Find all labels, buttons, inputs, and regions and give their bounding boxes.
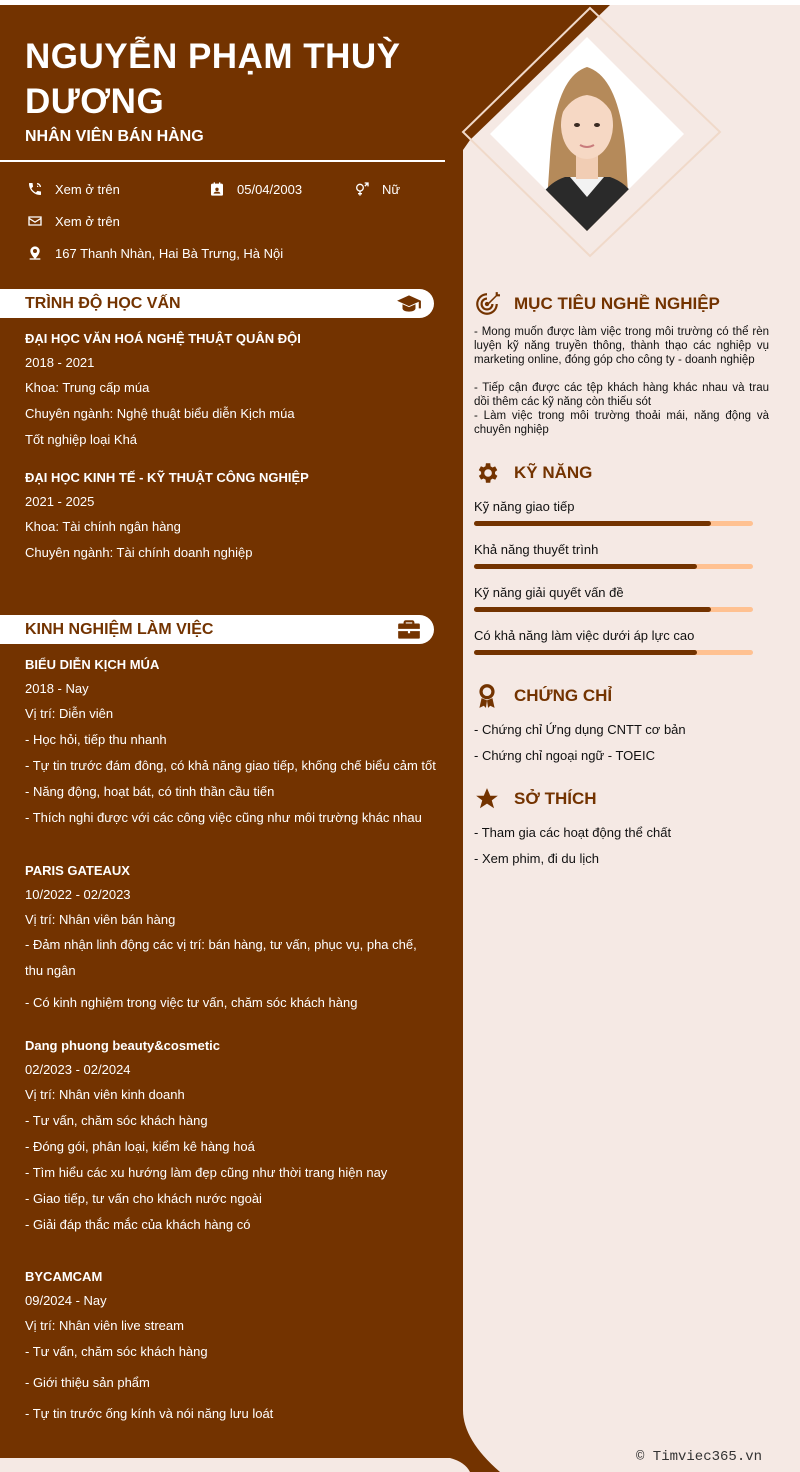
school-faculty: Khoa: Trung cấp múa (25, 380, 150, 395)
job-task: - Có kinh nghiệm trong việc tư vấn, chăm sóc khách hàng (25, 995, 358, 1010)
email-value: Xem ở trên (55, 213, 120, 229)
job-position: Vị trí: Diễn viên (25, 706, 114, 721)
contact-phone (25, 179, 120, 199)
skills-title: KỸ NĂNG (514, 463, 593, 482)
job-task: - Đóng gói, phân loại, kiểm kê hàng hoá (25, 1139, 255, 1154)
job-company: BYCAMCAM (25, 1269, 103, 1284)
graduation-cap-icon (396, 291, 422, 317)
skill-bar-fill (474, 650, 697, 655)
birthday-value: 05/04/2003 (237, 181, 303, 197)
phone-icon (25, 179, 45, 199)
experience-section-header (0, 615, 434, 644)
skill-bar-fill (474, 564, 697, 569)
skill-name: Kỹ năng giải quyết vấn đề (474, 585, 624, 600)
job-period: 10/2022 - 02/2023 (25, 887, 131, 902)
job-task: - Giao tiếp, tư vấn cho khách nước ngoài (25, 1191, 262, 1206)
job-company: PARIS GATEAUX (25, 863, 130, 878)
job-position: Vị trí: Nhân viên live stream (25, 1318, 184, 1333)
school-name: ĐẠI HỌC VĂN HOÁ NGHỆ THUẬT QUÂN ĐỘI (25, 331, 301, 346)
calendar-icon (207, 179, 227, 199)
skill-bar (474, 521, 753, 526)
job-period: 09/2024 - Nay (25, 1293, 107, 1308)
contact-gender (352, 179, 400, 199)
job-task: - Đảm nhận linh động các vị trí: bán hàng, tư vấn, phục vụ, pha chế, thu ngân (25, 937, 417, 978)
school-major: Chuyên ngành: Nghệ thuật biểu diễn Kịch múa (25, 406, 295, 421)
skill-name: Khả năng thuyết trình (474, 542, 599, 557)
gear-icon (474, 460, 500, 486)
job-task: - Thích nghi được với các công việc cũng như môi trường khác nhau (25, 810, 422, 825)
envelope-icon (25, 211, 45, 231)
job-task: - Học hỏi, tiếp thu nhanh (25, 732, 167, 747)
objective-line: - Tiếp cận được các tệp khách hàng khác nhau và trau dồi thêm các kỹ năng còn thiếu sót (474, 382, 769, 408)
certificate-item: - Chứng chỉ Ứng dụng CNTT cơ bản (474, 722, 686, 737)
objective-title: MỤC TIÊU NGHỀ NGHIỆP (514, 294, 720, 313)
hobbies-title: SỞ THÍCH (514, 789, 597, 808)
job-company: BIỂU DIỄN KỊCH MÚA (25, 657, 160, 672)
gender-value: Nữ (382, 181, 401, 197)
education-section-header (0, 289, 434, 318)
school-faculty: Khoa: Tài chính ngân hàng (25, 519, 181, 534)
skill-name: Kỹ năng giao tiếp (474, 499, 575, 514)
skill-bar-fill (474, 607, 711, 612)
job-company: Dang phuong beauty&cosmetic (25, 1038, 221, 1053)
job-task: - Tự tin trước đám đông, có khả năng giao tiếp, khống chế biểu cảm tốt (25, 758, 436, 773)
certificate-item: - Chứng chỉ ngoại ngữ - TOEIC (474, 748, 655, 763)
objective-line: - Làm việc trong môi trường thoải mái, năng động và chuyên nghiệp (474, 410, 769, 436)
job-task: - Giới thiệu sản phẩm (25, 1375, 150, 1390)
skill-name: Có khả năng làm việc dưới áp lực cao (474, 628, 695, 643)
contact-email (25, 211, 120, 231)
objective-section-header (474, 291, 720, 317)
job-position: Vị trí: Nhân viên bán hàng (25, 912, 176, 927)
candidate-name: NGUYỄN PHẠM THUỲ DƯƠNG (25, 37, 401, 121)
school-major: Chuyên ngành: Tài chính doanh nghiệp (25, 545, 253, 560)
job-task: - Tự tin trước ống kính và nói năng lưu loát (25, 1406, 274, 1421)
certificates-section-header (474, 683, 612, 709)
skill-bar (474, 607, 753, 612)
award-icon (474, 683, 500, 709)
job-task: - Tư vấn, chăm sóc khách hàng (25, 1113, 208, 1128)
hobby-item: - Tham gia các hoạt động thể chất (474, 825, 672, 840)
school-grade: Tốt nghiệp loại Khá (25, 432, 138, 447)
briefcase-icon (396, 617, 422, 643)
contact-birthday (207, 179, 302, 199)
job-period: 02/2023 - 02/2024 (25, 1062, 131, 1077)
star-icon (474, 786, 500, 812)
job-task: - Tìm hiểu các xu hướng làm đẹp cũng như thời trang hiện nay (25, 1165, 388, 1180)
skill-bar-fill (474, 521, 711, 526)
job-period: 2018 - Nay (25, 681, 89, 696)
skill-bar (474, 564, 753, 569)
job-title: NHÂN VIÊN BÁN HÀNG (25, 128, 204, 145)
map-pin-icon (25, 243, 45, 263)
school-years: 2018 - 2021 (25, 355, 95, 370)
objective-line: - Mong muốn được làm việc trong môi trường có thể rèn luyện kỹ năng truyền thông, thành thạo các nghiệp vụ marketing online, đóng góp cho công ty - doanh nghiệp (474, 326, 769, 366)
experience-title: KINH NGHIỆM LÀM VIỆC (25, 620, 214, 638)
skill-bar (474, 650, 753, 655)
hobby-item: - Xem phim, đi du lịch (474, 851, 599, 866)
school-name: ĐẠI HỌC KINH TẾ - KỸ THUẬT CÔNG NGHIỆP (25, 470, 309, 485)
job-task: - Tư vấn, chăm sóc khách hàng (25, 1344, 208, 1359)
gender-icon (352, 179, 372, 199)
job-task: - Năng động, hoạt bát, có tinh thần cầu tiến (25, 784, 275, 799)
skills-section-header (474, 460, 592, 486)
job-position: Vị trí: Nhân viên kinh doanh (25, 1087, 185, 1102)
header-divider (0, 160, 445, 162)
address-value: 167 Thanh Nhàn, Hai Bà Trưng, Hà Nội (55, 245, 284, 261)
target-icon (474, 291, 500, 317)
job-task: - Giải đáp thắc mắc của khách hàng có (25, 1217, 251, 1232)
education-title: TRÌNH ĐỘ HỌC VẤN (25, 294, 181, 312)
footer-watermark: © Timviec365.vn (636, 1449, 763, 1465)
school-years: 2021 - 2025 (25, 494, 95, 509)
contact-address (25, 243, 283, 263)
phone-value: Xem ở trên (55, 181, 120, 197)
hobbies-section-header (474, 786, 597, 812)
certificates-title: CHỨNG CHỈ (514, 686, 613, 705)
